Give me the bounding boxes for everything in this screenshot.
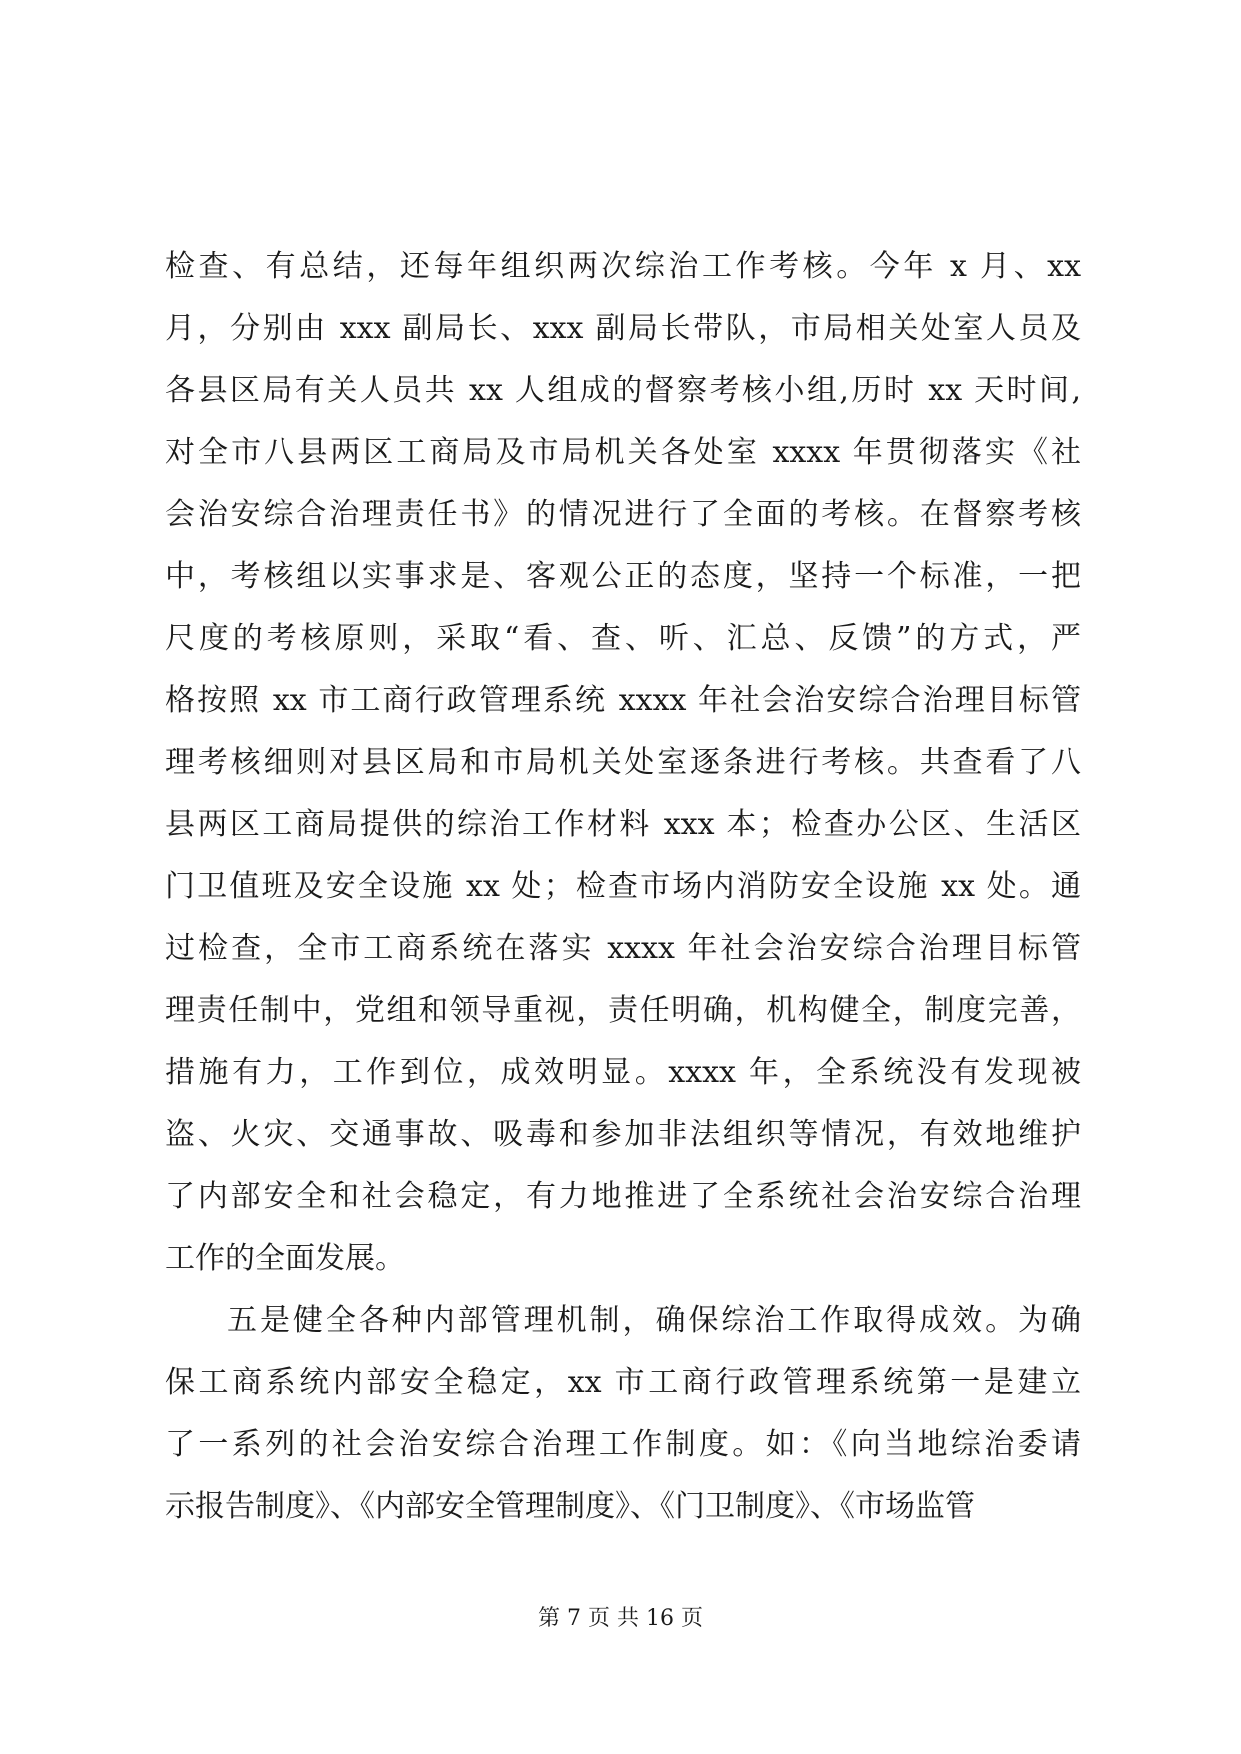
text-line: 县两区工商局提供的综治工作材料 xxx 本；检查办公区、生活区 xyxy=(165,807,1081,842)
text-line: 保工商系统内部安全稳定，xx 市工商行政管理系统第一是建立 xyxy=(165,1365,1081,1400)
text-line: 理责任制中，党组和领导重视，责任明确，机构健全，制度完善， xyxy=(165,993,1081,1028)
text-line: 检查、有总结，还每年组织两次综治工作考核。今年 x 月、xx xyxy=(165,249,1081,284)
text-line: 会治安综合治理责任书》的情况进行了全面的考核。在督察考核 xyxy=(165,497,1081,532)
text-line: 各县区局有关人员共 xx 人组成的督察考核小组,历时 xx 天时间, xyxy=(165,373,1081,408)
text-line: 示报告制度》、《内部安全管理制度》、《门卫制度》、《市场监管 xyxy=(165,1489,975,1524)
paragraph xyxy=(165,236,1081,1290)
text-line: 五是健全各种内部管理机制，确保综治工作取得成效。为确 xyxy=(227,1303,1081,1338)
text-line: 措施有力，工作到位，成效明显。xxxx 年，全系统没有发现被 xyxy=(165,1055,1081,1090)
body-text xyxy=(165,236,1081,1538)
text-line: 盗、火灾、交通事故、吸毒和参加非法组织等情况，有效地维护 xyxy=(165,1117,1081,1152)
text-line: 尺度的考核原则，采取“看、查、听、汇总、反馈”的方式，严 xyxy=(165,621,1081,656)
text-line: 格按照 xx 市工商行政管理系统 xxxx 年社会治安综合治理目标管 xyxy=(165,683,1081,718)
text-line: 工作的全面发展。 xyxy=(165,1241,405,1276)
text-line: 理考核细则对县区局和市局机关处室逐条进行考核。共查看了八 xyxy=(165,745,1081,780)
text-line: 过检查，全市工商系统在落实 xxxx 年社会治安综合治理目标管 xyxy=(165,931,1081,966)
text-line: 中，考核组以实事求是、客观公正的态度，坚持一个标准，一把 xyxy=(165,559,1081,594)
text-line: 了内部安全和社会稳定，有力地推进了全系统社会治安综合治理 xyxy=(165,1179,1081,1214)
text-line: 了一系列的社会治安综合治理工作制度。如：《向当地综治委请 xyxy=(165,1427,1081,1462)
paragraph xyxy=(165,1290,1081,1538)
text-line: 对全市八县两区工商局及市局机关各处室 xxxx 年贯彻落实《社 xyxy=(165,435,1081,470)
page-footer: 第 7 页 共 16 页 xyxy=(538,1606,703,1631)
text-line: 门卫值班及安全设施 xx 处；检查市场内消防安全设施 xx 处。通 xyxy=(165,869,1081,904)
text-line: 月，分别由 xxx 副局长、xxx 副局长带队，市局相关处室人员及 xyxy=(165,311,1081,346)
